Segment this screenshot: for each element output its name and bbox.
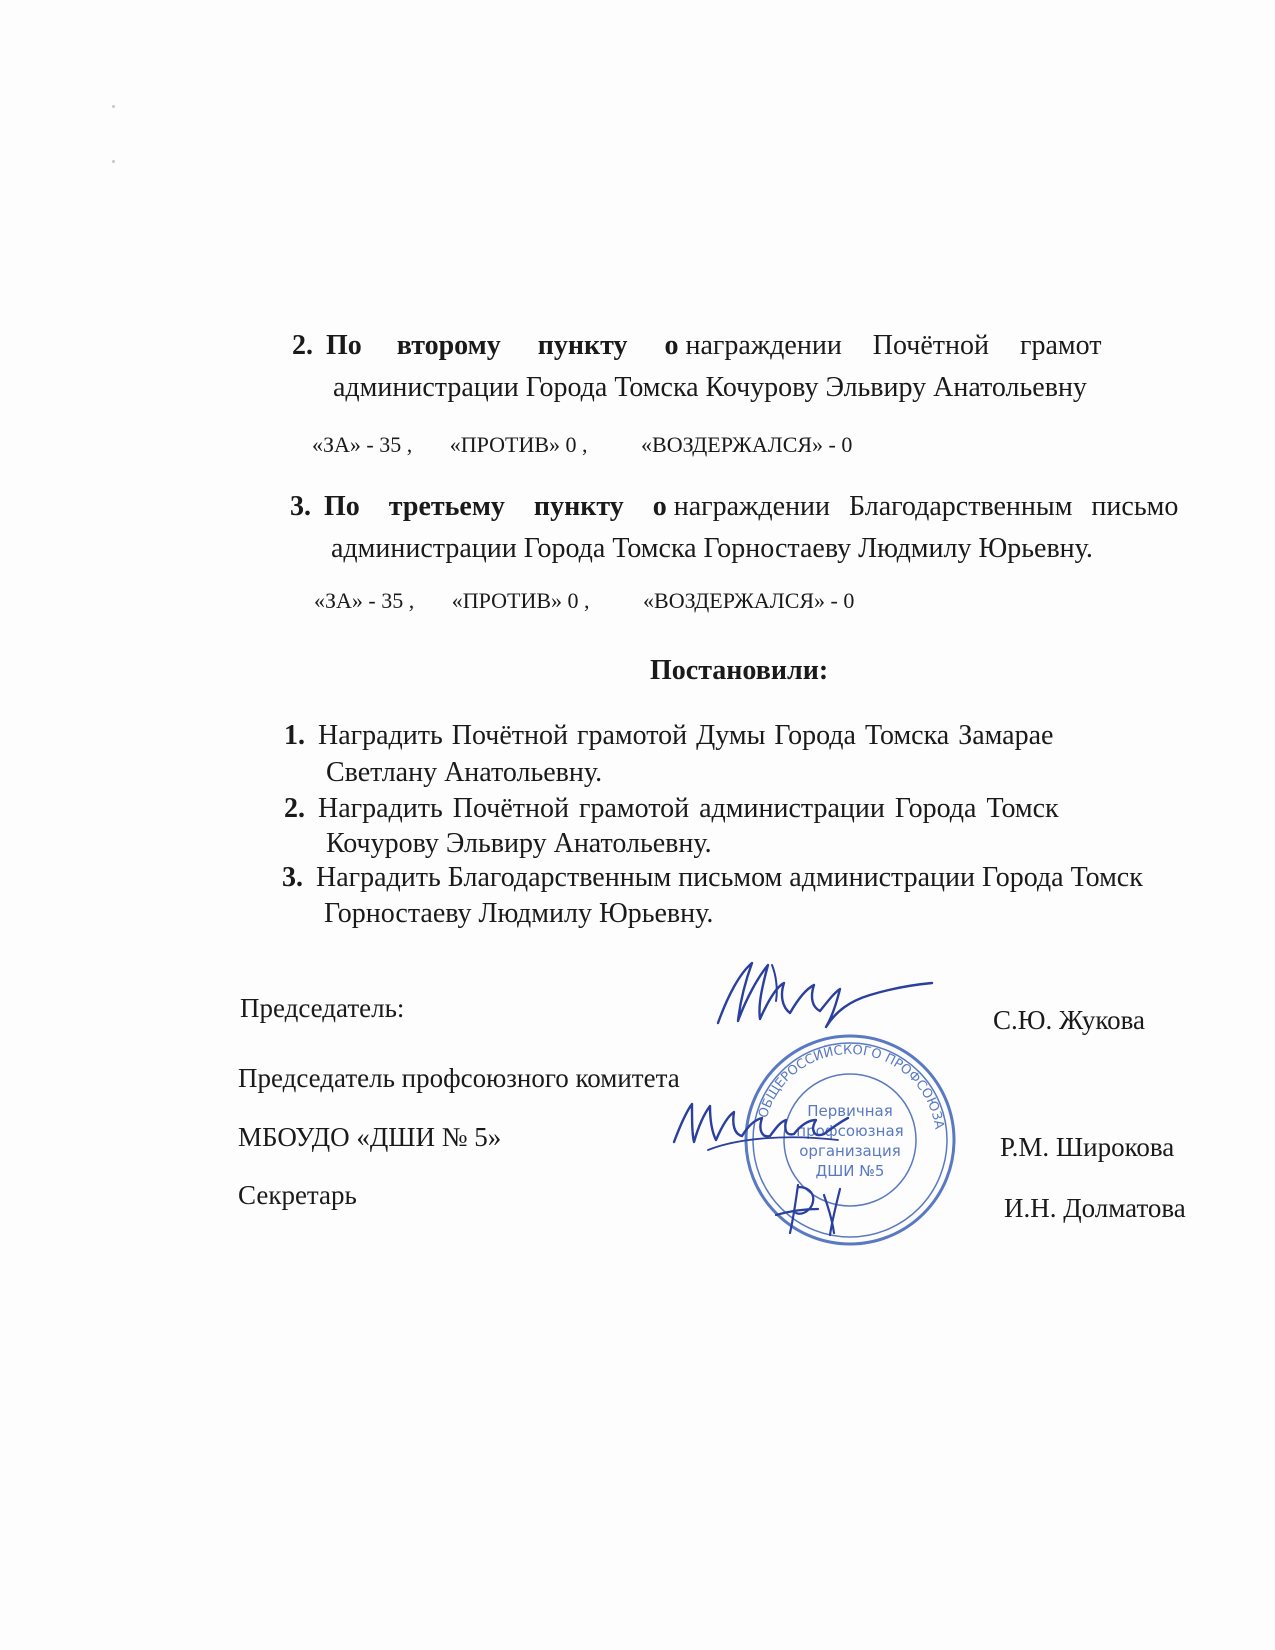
secretary-name: И.Н. Долматова bbox=[1004, 1193, 1186, 1223]
resolution-item-1 bbox=[284, 720, 1053, 752]
chairman-signature bbox=[710, 955, 940, 1030]
vote-tally-3 bbox=[314, 588, 854, 614]
union-chair-signature bbox=[668, 1090, 868, 1165]
resolution-item-3 bbox=[282, 862, 1143, 894]
stamp-line-1: Первичная bbox=[807, 1102, 893, 1120]
stamp-ring-text: ОБЩЕРОССИЙСКОГО ПРОФСОЮЗА bbox=[756, 1042, 947, 1131]
chairman-label: Председатель: bbox=[240, 993, 405, 1023]
scan-speck bbox=[112, 160, 115, 163]
vote-abstain: «ВОЗДЕРЖАЛСЯ» - 0 bbox=[643, 588, 855, 613]
resolution-item-1-continuation: Светлану Анатольевну. bbox=[326, 757, 603, 788]
resolution-line-1: Наградить Почётной грамотой Думы Города Томска Замарае bbox=[318, 720, 1054, 751]
vote-tally-2 bbox=[312, 432, 852, 458]
item-text: награждении Почётной грамот bbox=[685, 330, 1102, 361]
union-chair-label: Председатель профсоюзного комитета bbox=[238, 1063, 680, 1093]
resolution-title: Постановили: bbox=[650, 655, 829, 686]
resolution-item-3-continuation: Горностаеву Людмилу Юрьевну. bbox=[324, 898, 714, 929]
organization-label: МБОУДО «ДШИ № 5» bbox=[238, 1122, 502, 1152]
stamp-line-2: профсоюзная bbox=[796, 1122, 904, 1140]
item-bold-prefix: По третьему пункту о bbox=[324, 491, 667, 522]
scan-speck bbox=[112, 105, 115, 108]
resolution-line-1: Наградить Почётной грамотой администрации Города Томск bbox=[318, 793, 1059, 824]
vote-za: «ЗА» - 35 , bbox=[314, 588, 415, 613]
vote-item-3-continuation: администрации Города Томска Горностаеву Людмилу Юрьевну. bbox=[331, 533, 1093, 564]
vote-item-2 bbox=[292, 330, 1102, 362]
stamp-line-4: ДШИ №5 bbox=[815, 1162, 885, 1180]
secretary-signature bbox=[770, 1175, 860, 1240]
vote-za: «ЗА» - 35 , bbox=[312, 432, 413, 457]
union-chair-name: Р.М. Широкова bbox=[1000, 1132, 1175, 1162]
item-number: 3. bbox=[282, 862, 303, 893]
item-number: 3. bbox=[290, 491, 311, 522]
vote-abstain: «ВОЗДЕРЖАЛСЯ» - 0 bbox=[641, 432, 853, 457]
item-number: 2. bbox=[284, 793, 305, 824]
item-number: 1. bbox=[284, 720, 305, 751]
resolution-line-1: Наградить Благодарственным письмом администрации Города Томск bbox=[316, 862, 1143, 893]
vote-item-2-continuation: администрации Города Томска Кочурову Эльвиру Анатольевну bbox=[333, 372, 1087, 403]
vote-protiv: «ПРОТИВ» 0 , bbox=[449, 432, 588, 457]
resolution-item-2-continuation: Кочурову Эльвиру Анатольевну. bbox=[326, 828, 712, 859]
item-text: награждении Благодарственным письмо bbox=[673, 491, 1179, 522]
item-number: 2. bbox=[292, 330, 313, 361]
item-bold-prefix: По второму bbox=[326, 330, 501, 361]
item-bold-suffix: пункту о bbox=[537, 330, 679, 361]
chairman-name: С.Ю. Жукова bbox=[993, 1005, 1146, 1035]
resolution-item-2 bbox=[284, 793, 1059, 825]
vote-protiv: «ПРОТИВ» 0 , bbox=[451, 588, 590, 613]
secretary-label: Секретарь bbox=[238, 1180, 357, 1210]
vote-item-3 bbox=[290, 491, 1178, 523]
stamp-line-3: организация bbox=[799, 1142, 901, 1160]
